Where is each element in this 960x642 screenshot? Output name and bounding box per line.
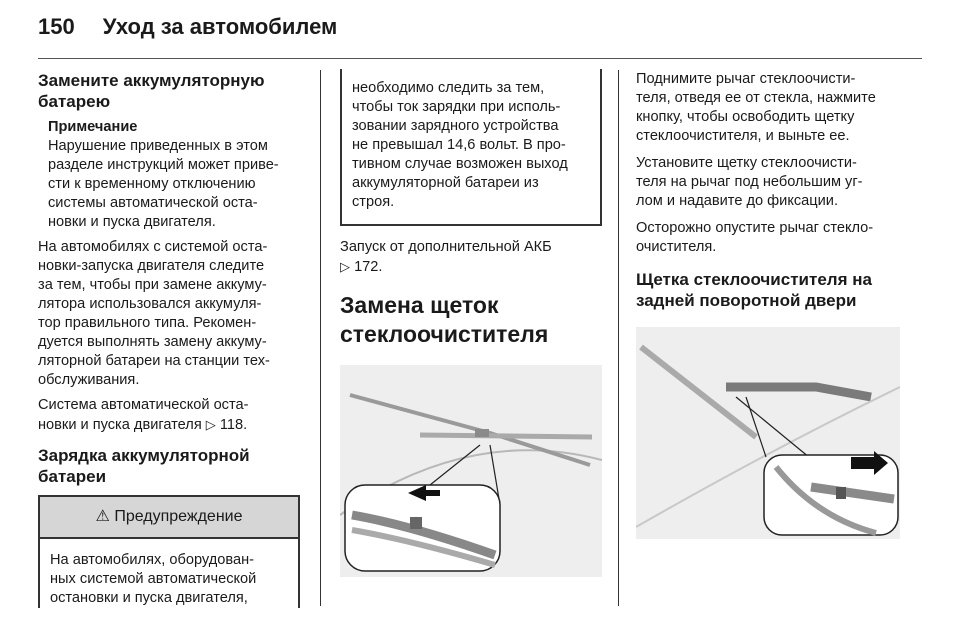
replace-battery-heading: Замените аккумуляторную батарею [38,71,265,111]
battery-paragraph: На автомобилях с системой оста- новки-запуска двигателя следите за тем, чтобы при замене аккуму- лятора использовался аккумуля- тор правильного типа. Рекомен- дуется выполнять замену аккуму- ляторной батареи на станции тех- обслуживания. [38,239,270,388]
warning-title: Предупреждение [114,508,243,525]
header-divider [38,58,922,59]
column-divider-1 [320,70,321,606]
jump-start-paragraph: Запуск от дополнительной АКБ ▷ 172. [340,239,552,275]
note-title: Примечание [48,119,138,135]
warning-body: На автомобилях, оборудован- ных системой автоматической остановки и пуска двигателя, [50,552,257,606]
column-2 [340,70,602,577]
page-ref-link[interactable]: 172. [354,259,383,275]
front-wiper-illustration [340,365,602,577]
front-wiper-drawing [340,365,602,577]
warning-box [38,495,300,608]
rear-wiper-illustration [636,327,900,539]
column-3 [636,70,904,539]
warning-header [40,497,298,539]
chapter-title: Уход за автомобилем [102,14,338,39]
charging-heading: Зарядка аккумуляторной батареи [38,446,250,486]
stop-start-paragraph: Система автоматической оста- новки и пуска двигателя ▷ 118. [38,397,249,433]
rear-wiper-drawing [636,327,900,539]
column-1 [38,70,300,608]
page-ref-arrow-icon: ▷ [205,417,216,432]
rear-wiper-heading: Щетка стеклоочистителя на задней поворотной двери [636,270,872,310]
warning-continued: необходимо следить за тем, чтобы ток зарядки при исполь- зовании зарядного устройства не превышал 14,6 вольт. В про- тивном случае возможен выход аккумуляторной батареи из строя. [340,69,602,226]
page-number: 150 [38,14,75,39]
page-header [38,14,337,40]
page-ref-link[interactable]: 118. [219,417,248,433]
wiper-replacement-heading: Замена щеток стеклоочистителя [340,292,549,347]
column-divider-2 [618,70,619,606]
page-ref-arrow-icon: ▷ [340,259,350,274]
install-wiper-paragraph: Установите щетку стеклоочисти- теля на рычаг под небольшим уг- лом и надавите до фиксации. [636,155,863,209]
note-block: Примечание Нарушение приведенных в этом разделе инструкций может приве- сти к временному отключению системы автоматической оста- новки и пуска двигателя. [38,118,300,232]
warning-triangle-icon: ⚠ [95,508,110,525]
raise-wiper-paragraph: Поднимите рычаг стеклоочисти- теля, отведя ее от стекла, нажмите кнопку, чтобы освободить щетку стеклоочистителя, и выньте ее. [636,71,876,144]
lower-wiper-paragraph: Осторожно опустите рычаг стекло- очистителя. [636,220,874,255]
